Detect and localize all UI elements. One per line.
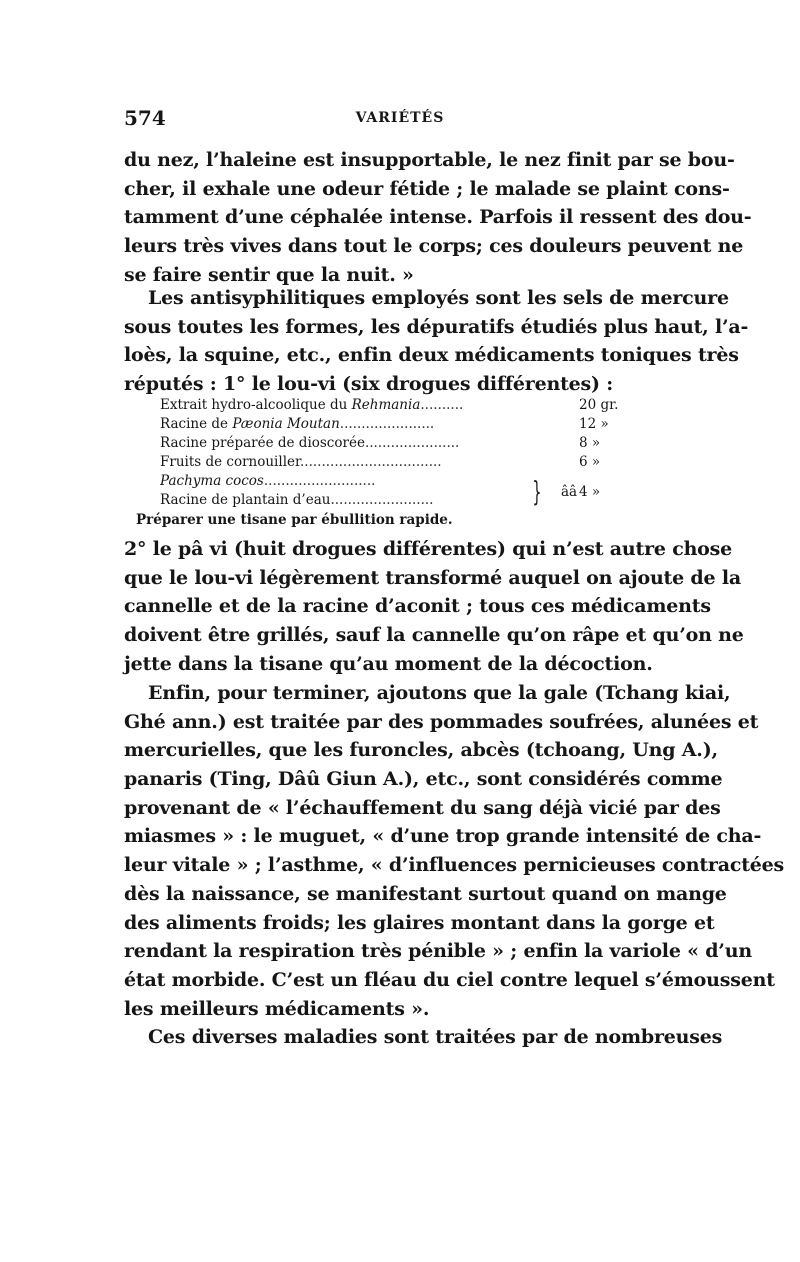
recipe-quantity: 6 » [579,454,601,470]
text-line: panaris (Ting, Dâû Giun A.), etc., sont considérés comme [124,768,723,791]
recipe-ingredient: Extrait hydro-alcoolique du Rehmania.......... [160,397,464,413]
recipe-quantity: 12 » [579,416,609,432]
text-line: état morbide. C’est un fléau du ciel contre lequel s’émoussent [124,968,775,991]
text-line: mercurielles, que les furoncles, abcès (tchoang, Ung A.), [124,739,718,762]
page-number: 574 [124,106,166,130]
text-line: tamment d’une céphalée intense. Parfois il ressent des dou- [124,206,752,229]
text-line: des aliments froids; les glaires montant dans la gorge et [124,911,715,934]
recipe-quantity: 8 » [579,435,601,451]
paragraph-1 [124,146,752,289]
text-line: provenant de « l’échauffement du sang déjà vicié par des [124,796,721,819]
text-line: Ghé ann.) est traitée par des pommades soufrées, alunées et [124,710,759,733]
text-line: rendant la respiration très pénible » ; enfin la variole « d’un [124,940,752,963]
text-line: se faire sentir que la nuit. » [124,263,414,286]
text-line: Les antisyphilitiques employés sont les sels de mercure [148,287,729,309]
text-line: cannelle et de la racine d’aconit ; tous ces médicaments [124,595,711,618]
recipe-ingredient: Racine de plantain d’eau........................ [160,492,434,508]
recipe-instruction: Préparer une tisane par ébullition rapide. [136,512,453,528]
text-line: sous toutes les formes, les dépuratifs étudiés plus haut, l’a- [124,315,749,338]
recipe-quantity: 20 gr. [579,397,619,413]
shared-quantity-prefix: ââ [561,484,578,500]
text-line: jette dans la tisane qu’au moment de la décoction. [124,652,653,675]
text-line: 2° le pâ vi (huit drogues différentes) qui n’est autre chose [124,538,733,560]
running-head: VARIÉTÉS [355,110,445,126]
page-header [124,106,676,136]
recipe-ingredient: Racine préparée de dioscorée...................... [160,435,460,451]
text-line: miasmes » : le muguet, « d’une trop grande intensité de cha- [124,825,762,848]
paragraph-3 [124,535,744,678]
recipe-ingredient: Fruits de cornouiller................................. [160,454,442,470]
text-line: que le lou-vi légèrement transformé auquel on ajoute de la [124,566,741,589]
text-line: réputés : 1° le lou-vi (six drogues différentes) : [124,373,614,396]
text-line: leur vitale » ; l’asthme, « d’influences pernicieuses contractées [124,854,785,877]
text-line: dès la naissance, se manifestant surtout quand on mange [124,882,727,905]
text-line: loès, la squine, etc., enfin deux médicaments toniques très [124,344,739,367]
text-line: doivent être grillés, sauf la cannelle qu’on râpe et qu’on ne [124,624,744,647]
brace-symbol: } [532,475,542,508]
text-line: Enfin, pour terminer, ajoutons que la gale (Tchang kiai, [148,682,731,704]
recipe-ingredient: Racine de Pæonia Moutan...................... [160,416,435,432]
shared-quantity: 4 » [579,484,601,500]
text-line: les meilleurs médicaments ». [124,997,430,1020]
paragraph-2 [124,284,749,399]
recipe-ingredient: Pachyma cocos.......................... [160,473,376,489]
text-line: leurs très vives dans tout le corps; ces douleurs peuvent ne [124,235,744,258]
text-line: Ces diverses maladies sont traitées par de nombreuses [148,1026,723,1049]
text-line: cher, il exhale une odeur fétide ; le malade se plaint cons- [124,177,730,200]
paragraph-4 [124,679,785,1052]
text-line: du nez, l’haleine est insupportable, le nez finit par se bou- [124,149,735,171]
